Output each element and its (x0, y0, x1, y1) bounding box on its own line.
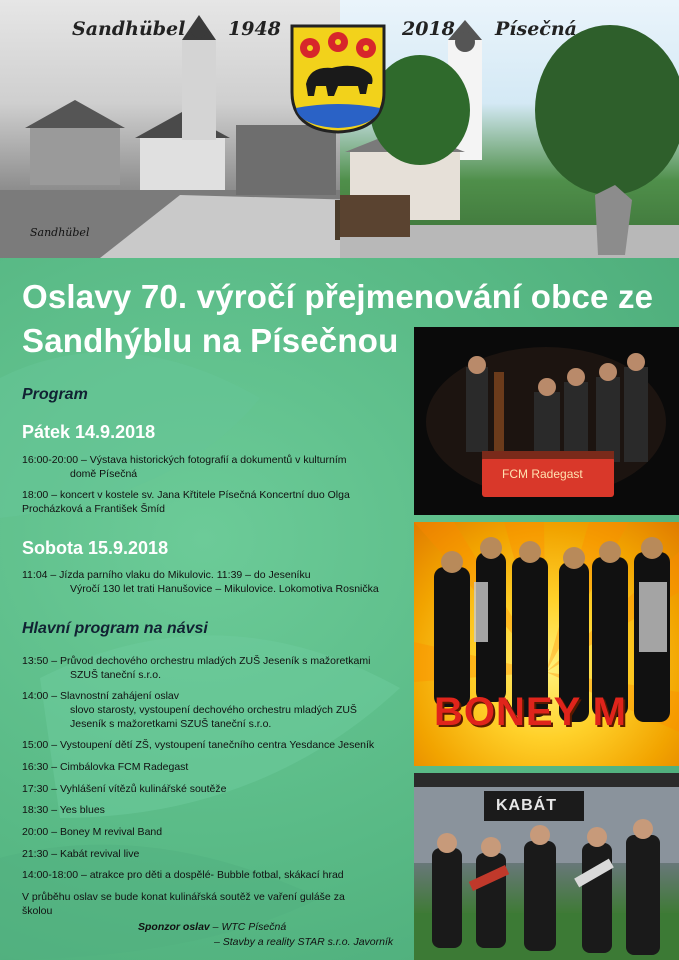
header-name-right: Písečná (495, 18, 577, 40)
saturday-item-1-line2: Výročí 130 let trati Hanušovice – Mikulovice. Lokomotiva Rosnička (70, 583, 379, 595)
photo-boney-m (414, 522, 679, 766)
main-item-9: 14:00-18:00 – atrakce pro děti a dospělé- Bubble fotbal, skákací hrad (22, 869, 344, 881)
main-item-3: 15:00 – Vystoupení dětí ZŠ, vystoupení tanečního centra Yesdance Jeseník (22, 739, 375, 751)
program-heading: Program (22, 386, 88, 403)
main-item-6: 18:30 – Yes blues (22, 804, 105, 816)
kabat-banner: KABÁT (496, 797, 557, 814)
photo-cimbalom-band (414, 327, 679, 515)
friday-item-1 (22, 453, 407, 481)
page-title-line2: Sandhýblu na Písečnou (22, 322, 399, 359)
main-program-heading: Hlavní program na návsi (22, 620, 208, 637)
sponsor-name-1: – WTC Písečná (209, 921, 287, 933)
header-name-left: Sandhübel (72, 18, 186, 40)
main-item-2 (22, 689, 407, 731)
header-year-right: 2018 (402, 18, 455, 40)
culinary-note (22, 890, 407, 918)
main-item-2-line1: 14:00 – Slavnostní zahájení oslav (22, 690, 180, 702)
friday-item-1-line1: 16:00-20:00 – Výstava historických fotografií a dokumentů v kulturním (22, 454, 347, 466)
main-item-2-line3: Jeseník s mažoretkami SZUŠ taneční s.r.o. (70, 718, 272, 730)
main-item-5: 17:30 – Vyhlášení vítězů kulinářské soutěže (22, 783, 227, 795)
sponsor-line1 (138, 921, 286, 933)
sponsor-line2: – Stavby a reality STAR s.r.o. Javorník (214, 936, 394, 948)
cimbalom-band-illustration (414, 327, 679, 515)
main-item-4: 16:30 – Cimbálovka FCM Radegast (22, 761, 189, 773)
page-title-line1: Oslavy 70. výročí přejmenování obce ze (22, 278, 654, 315)
main-item-1 (22, 654, 407, 682)
cimbalom-sign: FCM Radegast (502, 467, 583, 481)
header-year-left: 1948 (228, 18, 281, 40)
photo-caption: Sandhübel (30, 226, 90, 239)
saturday-heading: Sobota 15.9.2018 (22, 538, 169, 558)
friday-item-2 (22, 488, 407, 516)
header-photo-banner (0, 0, 679, 258)
saturday-item-1 (22, 568, 407, 596)
photo-kabat-revival (414, 773, 679, 960)
main-item-1-line1: 13:50 – Průvod dechového orchestru mladých ZUŠ Jeseník s mažoretkami (22, 655, 371, 667)
culinary-note-line1: V průběhu oslav se bude konat kulinářská soutěž ve vaření guláše za (22, 891, 345, 903)
friday-heading: Pátek 14.9.2018 (22, 422, 156, 442)
boney-m-title: BONEY M (434, 690, 627, 734)
main-item-8: 21:30 – Kabát revival live (22, 848, 140, 860)
friday-item-2-line2: Procházková a František Šmíd (22, 503, 165, 515)
friday-item-2-line1: 18:00 – koncert v kostele sv. Jana Křtitele Písečná Koncertní duo Olga (22, 489, 350, 501)
main-item-2-line2: slovo starosty, vystoupení dechového orchestru mladých ZUŠ (70, 704, 357, 716)
coat-of-arms-icon (288, 22, 388, 134)
friday-item-1-line2: domě Písečná (70, 468, 138, 480)
main-item-7: 20:00 – Boney M revival Band (22, 826, 163, 838)
culinary-note-line2: školou (22, 905, 53, 917)
main-item-1-line2: SZUŠ taneční s.r.o. (70, 669, 162, 681)
saturday-item-1-line1: 11:04 – Jízda parního vlaku do Mikulovic. 11:39 – do Jeseníku (22, 569, 311, 581)
sponsor-label: Sponzor oslav (138, 921, 210, 933)
